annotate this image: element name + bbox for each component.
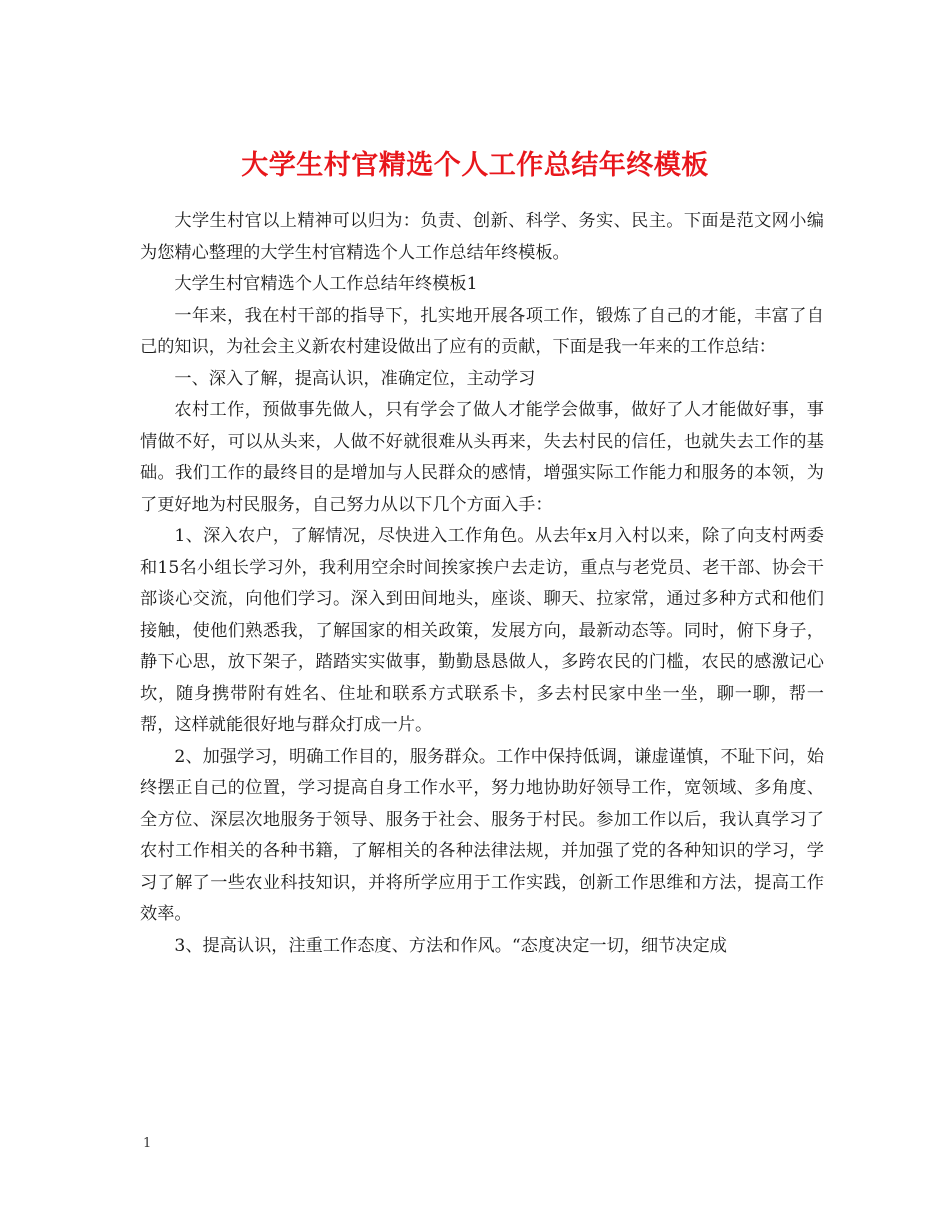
- document-title: 大学生村官精选个人工作总结年终模板: [241, 150, 709, 182]
- page-number: 1: [143, 1136, 152, 1151]
- body-paragraph: 3、提高认识，注重工作态度、方法和作风。“态度决定一切，细节决定成: [174, 935, 727, 956]
- section-heading: 大学生村官精选个人工作总结年终模板1: [174, 274, 478, 294]
- body-paragraph: 2、加强学习，明确工作目的，服务群众。工作中保持低调，谦虚谨慎，不耻下问，始终摆正自己的位置，学习提高自身工作水平，努力地协助好领导工作，宽领域、多角度、全方位、深层次地服务于领导、服务于社会、服务于村民。参加工作以后，我认真学习了农村工作相关的各种书籍，了解相关的各种法律法规，并加强了党的各种知识的学习，学习了解了一些农业科技知识，并将所学应用于工作实践，创新工作思维和方法，提高工作效率。: [140, 746, 824, 924]
- subsection-heading: 一、深入了解，提高认识，准确定位，主动学习: [174, 368, 536, 389]
- intro-paragraph: 大学生村官以上精神可以归为：负责、创新、科学、务实、民主。下面是范文网小编为您精心整理的大学生村官精选个人工作总结年终模板。: [140, 211, 824, 263]
- body-paragraph: 1、深入农户，了解情况，尽快进入工作角色。从去年x月入村以来，除了向支村两委和15名小组长学习外，我利用空余时间挨家挨户去走访，重点与老党员、老干部、协会干部谈心交流，向他们学习。深入到田间地头，座谈、聊天、拉家常，通过多种方式和他们接触，使他们熟悉我，了解国家的相关政策，发展方向，最新动态等。同时，俯下身子，静下心思，放下架子，踏踏实实做事，勤勤恳恳做人，多跨农民的门槛，农民的感激记心坎，随身携带附有姓名、住址和联系方式联系卡，多去村民家中坐一坐，聊一聊，帮一帮，这样就能很好地与群众打成一片。: [140, 526, 824, 735]
- document-body: [140, 206, 824, 962]
- body-paragraph: 一年来，我在村干部的指导下，扎实地开展各项工作，锻炼了自己的才能，丰富了自己的知识，为社会主义新农村建设做出了应有的贡献，下面是我一年来的工作总结：: [140, 305, 824, 357]
- body-paragraph: 农村工作，预做事先做人，只有学会了做人才能学会做事，做好了人才能做好事，事情做不好，可以从头来，人做不好就很难从头再来，失去村民的信任，也就失去工作的基础。我们工作的最终目的是增加与人民群众的感情，增强实际工作能力和服务的本领，为了更好地为村民服务，自己努力从以下几个方面入手：: [140, 400, 824, 515]
